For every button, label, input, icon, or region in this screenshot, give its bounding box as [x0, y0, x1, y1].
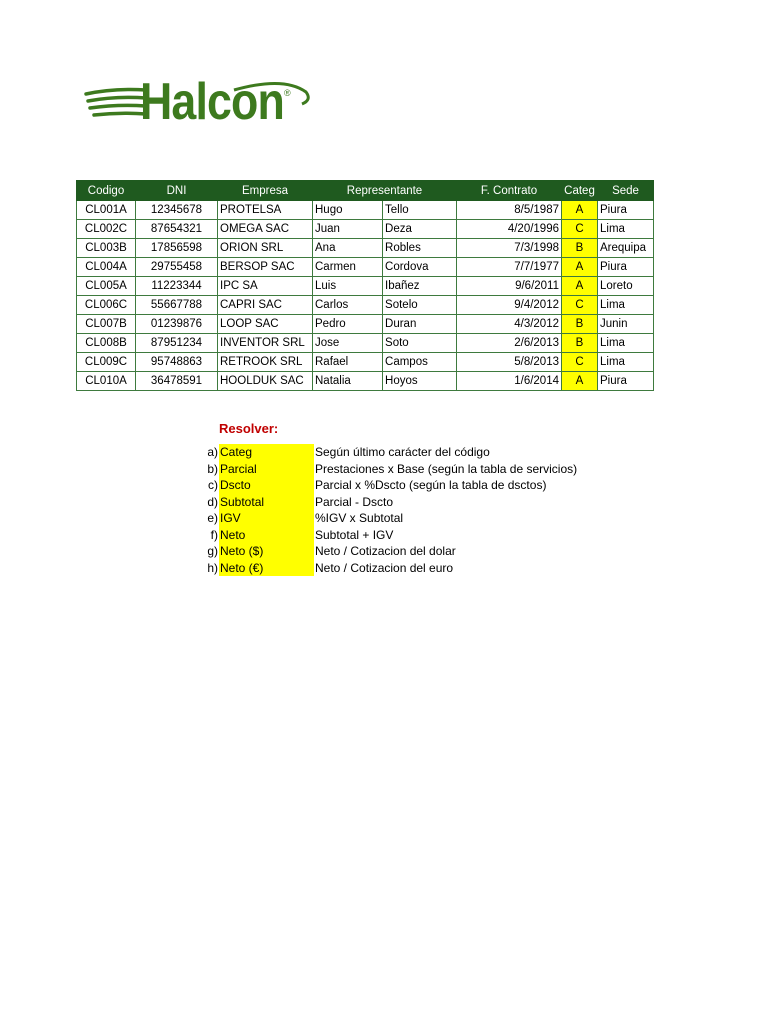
task-letter: b) [207, 461, 218, 476]
cell-categ: A [562, 372, 598, 391]
cell-nombre: Rafael [313, 353, 383, 372]
cell-dni: 12345678 [136, 201, 218, 220]
cell-sede: Loreto [598, 277, 654, 296]
cell-empresa: CAPRI SAC [218, 296, 313, 315]
cell-dni: 17856598 [136, 239, 218, 258]
cell-dni: 87951234 [136, 334, 218, 353]
cell-sede: Junin [598, 315, 654, 334]
registered-mark: ® [284, 88, 291, 98]
task-name: IGV [219, 510, 314, 527]
cell-empresa: IPC SA [218, 277, 313, 296]
task-letter: d) [207, 494, 218, 509]
cell-sede: Arequipa [598, 239, 654, 258]
task-name: Parcial [219, 461, 314, 478]
cell-sede: Lima [598, 353, 654, 372]
cell-fecha: 2/6/2013 [457, 334, 562, 353]
task-letter: h) [207, 560, 218, 575]
cell-categ: C [562, 296, 598, 315]
task-description: Neto / Cotizacion del dolar [315, 544, 456, 559]
cell-dni: 87654321 [136, 220, 218, 239]
cell-dni: 01239876 [136, 315, 218, 334]
cell-apellido: Duran [383, 315, 457, 334]
table-row [77, 239, 654, 258]
cell-fecha: 7/7/1977 [457, 258, 562, 277]
cell-codigo: CL007B [77, 315, 136, 334]
cell-dni: 29755458 [136, 258, 218, 277]
logo-text: Halcon [140, 73, 284, 131]
task-description: Prestaciones x Base (según la tabla de servicios) [315, 461, 578, 476]
table-row [77, 201, 654, 220]
cell-categ: C [562, 220, 598, 239]
cell-nombre: Juan [313, 220, 383, 239]
cell-fecha: 9/4/2012 [457, 296, 562, 315]
task-item [196, 444, 577, 461]
task-name: Neto ($) [219, 543, 314, 560]
clients-table [76, 180, 654, 391]
cell-codigo: CL005A [77, 277, 136, 296]
cell-categ: B [562, 315, 598, 334]
table-header-row [77, 181, 654, 201]
cell-apellido: Soto [383, 334, 457, 353]
cell-nombre: Carmen [313, 258, 383, 277]
task-item [196, 461, 577, 478]
task-item [196, 543, 577, 560]
table-row [77, 220, 654, 239]
table-row [77, 277, 654, 296]
cell-nombre: Luis [313, 277, 383, 296]
cell-nombre: Natalia [313, 372, 383, 391]
cell-nombre: Pedro [313, 315, 383, 334]
task-letter: f) [210, 527, 218, 542]
cell-empresa: BERSOP SAC [218, 258, 313, 277]
cell-apellido: Hoyos [383, 372, 457, 391]
table-row [77, 353, 654, 372]
header-codigo: Codigo [77, 181, 136, 201]
cell-empresa: LOOP SAC [218, 315, 313, 334]
table-row [77, 372, 654, 391]
task-item [196, 477, 577, 494]
cell-fecha: 9/6/2011 [457, 277, 562, 296]
cell-apellido: Robles [383, 239, 457, 258]
table-row [77, 258, 654, 277]
cell-sede: Piura [598, 258, 654, 277]
table-row [77, 334, 654, 353]
task-letter: a) [207, 445, 218, 460]
cell-categ: A [562, 201, 598, 220]
cell-fecha: 5/8/2013 [457, 353, 562, 372]
task-description: Parcial x %Dscto (según la tabla de dsctos) [315, 478, 547, 493]
cell-empresa: RETROOK SRL [218, 353, 313, 372]
task-letter: e) [207, 511, 218, 526]
header-categ: Categ [562, 181, 598, 201]
cell-nombre: Hugo [313, 201, 383, 220]
cell-codigo: CL002C [77, 220, 136, 239]
header-representante: Representante [313, 181, 457, 201]
task-item [196, 510, 577, 527]
cell-apellido: Cordova [383, 258, 457, 277]
cell-apellido: Ibañez [383, 277, 457, 296]
cell-sede: Lima [598, 334, 654, 353]
task-name: Neto [219, 527, 314, 544]
task-description: %IGV x Subtotal [315, 511, 404, 526]
cell-empresa: INVENTOR SRL [218, 334, 313, 353]
task-list [196, 444, 577, 576]
cell-codigo: CL001A [77, 201, 136, 220]
task-description: Subtotal + IGV [315, 527, 394, 542]
cell-categ: B [562, 334, 598, 353]
cell-codigo: CL008B [77, 334, 136, 353]
cell-fecha: 4/3/2012 [457, 315, 562, 334]
task-description: Neto / Cotizacion del euro [315, 560, 454, 575]
cell-apellido: Deza [383, 220, 457, 239]
cell-empresa: HOOLDUK SAC [218, 372, 313, 391]
cell-nombre: Ana [313, 239, 383, 258]
cell-apellido: Tello [383, 201, 457, 220]
cell-dni: 55667788 [136, 296, 218, 315]
cell-sede: Lima [598, 220, 654, 239]
cell-apellido: Sotelo [383, 296, 457, 315]
task-letter: c) [208, 478, 218, 493]
cell-sede: Piura [598, 372, 654, 391]
cell-fecha: 1/6/2014 [457, 372, 562, 391]
task-item [196, 560, 577, 577]
cell-sede: Piura [598, 201, 654, 220]
cell-categ: B [562, 239, 598, 258]
cell-nombre: Jose [313, 334, 383, 353]
header-empresa: Empresa [218, 181, 313, 201]
cell-categ: A [562, 258, 598, 277]
header-sede: Sede [598, 181, 654, 201]
table-row [77, 315, 654, 334]
task-description: Según último carácter del código [315, 445, 490, 460]
cell-codigo: CL006C [77, 296, 136, 315]
cell-fecha: 4/20/1996 [457, 220, 562, 239]
table-row [77, 296, 654, 315]
cell-codigo: CL004A [77, 258, 136, 277]
cell-dni: 95748863 [136, 353, 218, 372]
cell-codigo: CL009C [77, 353, 136, 372]
cell-empresa: ORION SRL [218, 239, 313, 258]
task-item [196, 494, 577, 511]
cell-nombre: Carlos [313, 296, 383, 315]
task-description: Parcial - Dscto [315, 494, 394, 509]
task-letter: g) [207, 544, 218, 559]
task-name: Subtotal [219, 494, 314, 511]
cell-fecha: 7/3/1998 [457, 239, 562, 258]
resolver-title: Resolver: [219, 421, 279, 436]
task-item [196, 527, 577, 544]
task-name: Categ [219, 444, 314, 461]
header-fcontrato: F. Contrato [457, 181, 562, 201]
cell-sede: Lima [598, 296, 654, 315]
cell-codigo: CL003B [77, 239, 136, 258]
task-name: Dscto [219, 477, 314, 494]
cell-apellido: Campos [383, 353, 457, 372]
cell-dni: 11223344 [136, 277, 218, 296]
cell-dni: 36478591 [136, 372, 218, 391]
halcon-logo [84, 74, 320, 132]
cell-categ: C [562, 353, 598, 372]
task-name: Neto (€) [219, 560, 314, 577]
cell-categ: A [562, 277, 598, 296]
cell-empresa: PROTELSA [218, 201, 313, 220]
cell-empresa: OMEGA SAC [218, 220, 313, 239]
header-dni: DNI [136, 181, 218, 201]
cell-codigo: CL010A [77, 372, 136, 391]
cell-fecha: 8/5/1987 [457, 201, 562, 220]
